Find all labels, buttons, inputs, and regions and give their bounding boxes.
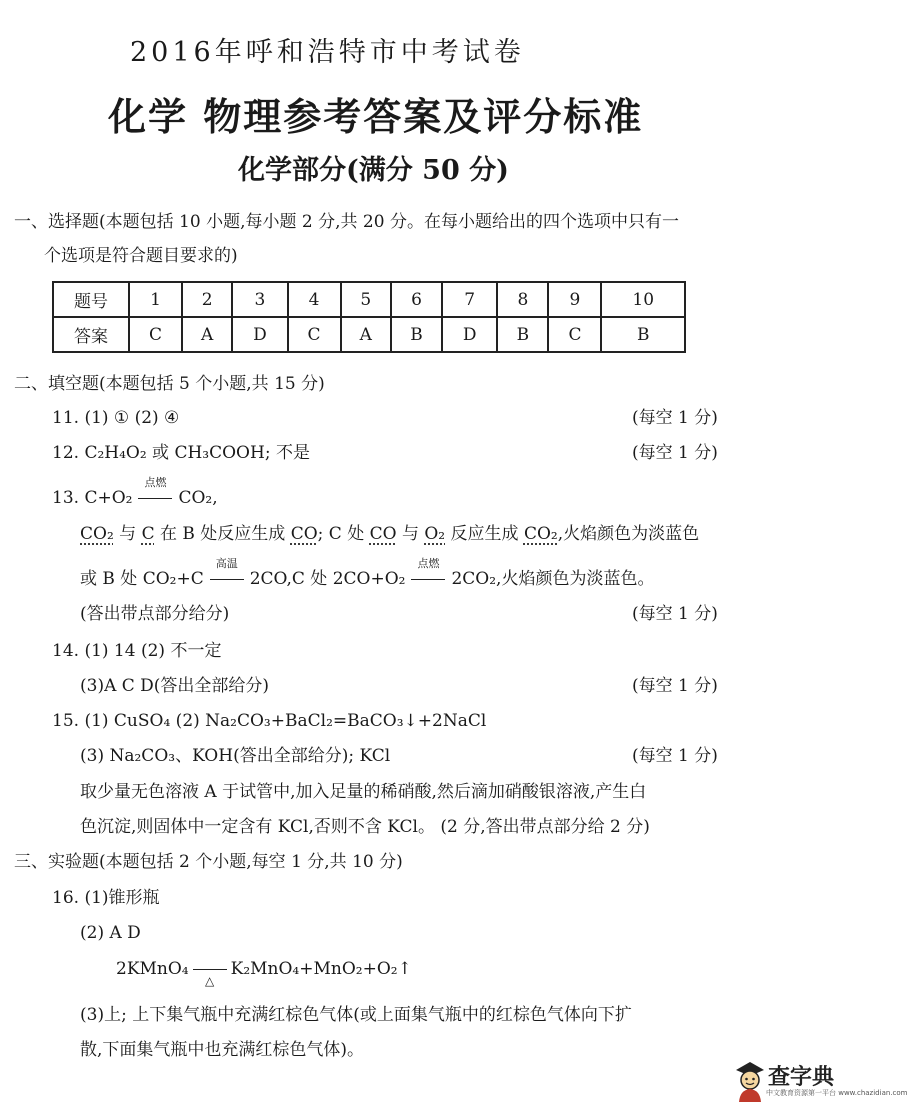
q13-reactants: 13. C+O₂ xyxy=(52,488,133,508)
question-number: 10 xyxy=(601,282,685,317)
dotted-term: CO₂ xyxy=(80,524,114,544)
q15-conclusion: 色沉淀,则固体中一定含有 KCl,否则不含 KCl。 (2 分,答出带点部分给 2 分) xyxy=(80,817,650,837)
site-watermark xyxy=(732,1058,907,1106)
row-label-answer: 答案 xyxy=(53,317,129,352)
answer-cell: A xyxy=(341,317,391,352)
question-number: 1 xyxy=(129,282,182,317)
answer-cell: D xyxy=(232,317,287,352)
q16-answer-2: (2) A D xyxy=(80,923,141,943)
q15-score: (每空 1 分) xyxy=(632,746,718,766)
reaction-condition: 点燃 xyxy=(417,557,440,570)
reaction-arrow xyxy=(189,958,231,988)
exam-title: 2016年呼和浩特市中考试卷 xyxy=(130,37,525,68)
document-subtitle: 化学 物理参考答案及评分标准 xyxy=(108,94,644,139)
watermark-subtitle: 中文教育资源第一平台 www.chazidian.com xyxy=(766,1089,907,1097)
q14-answer: 14. (1) 14 (2) 不一定 xyxy=(52,641,222,661)
question-number: 8 xyxy=(497,282,548,317)
question-number: 5 xyxy=(341,282,391,317)
mascot-icon xyxy=(732,1058,768,1104)
q13-note: (答出带点部分给分) xyxy=(80,604,230,624)
reaction-arrow xyxy=(132,476,178,509)
heating-symbol: △ xyxy=(205,974,215,988)
answer-cell: C xyxy=(288,317,341,352)
answer-cell: C xyxy=(129,317,182,352)
question-number: 7 xyxy=(442,282,497,317)
q13-score: (每空 1 分) xyxy=(632,604,718,624)
q16-answer-3-cont: 散,下面集气瓶中也充满红棕色气体)。 xyxy=(80,1040,365,1060)
answer-cell: B xyxy=(391,317,442,352)
q13-alternative: 或 B 处 CO₂+C 高温 2CO,C 处 2CO+O₂ 点燃 2CO₂,火焰颜色为淡蓝色。 xyxy=(80,568,654,590)
q14-score: (每空 1 分) xyxy=(632,676,718,696)
q15-method: 取少量无色溶液 A 于试管中,加入足量的稀硝酸,然后滴加硝酸银溶液,产生白 xyxy=(80,782,647,802)
part2-heading: 二、填空题(本题包括 5 个小题,共 15 分) xyxy=(14,374,325,394)
question-number-row xyxy=(53,282,685,317)
answer-cell: C xyxy=(548,317,601,352)
answer-cell: A xyxy=(182,317,232,352)
q14-answer-3: (3)A C D(答出全部给分) xyxy=(80,676,270,696)
question-number: 4 xyxy=(288,282,341,317)
reaction-condition: 点燃 xyxy=(144,476,167,489)
answer-table xyxy=(52,281,686,353)
q13-explanation: CO₂ 与 C 在 B 处反应生成 CO; C 处 CO 与 O₂ 反应生成 CO₂,火焰颜色为淡蓝色 xyxy=(80,524,700,544)
answer-cell: D xyxy=(442,317,497,352)
dotted-term: CO xyxy=(369,524,397,544)
q12-score: (每空 1 分) xyxy=(632,443,718,463)
watermark-name: 查字典 xyxy=(768,1065,835,1090)
question-number: 6 xyxy=(391,282,442,317)
q11-score: (每空 1 分) xyxy=(632,408,718,428)
dotted-term: C xyxy=(141,524,155,544)
part3-heading: 三、实验题(本题包括 2 个小题,每空 1 分,共 10 分) xyxy=(14,852,403,872)
q12-answer: 12. C₂H₄O₂ 或 CH₃COOH; 不是 xyxy=(52,443,310,463)
q13-product: CO₂, xyxy=(178,488,218,508)
q16-answer-3: (3)上; 上下集气瓶中充满红棕色气体(或上面集气瓶中的红棕色气体向下扩 xyxy=(80,1005,632,1025)
dotted-term: CO₂ xyxy=(523,524,558,544)
question-number: 9 xyxy=(548,282,601,317)
row-label-question: 题号 xyxy=(53,282,129,317)
q11-answer: 11. (1) ① (2) ④ xyxy=(52,408,180,428)
q15-answer-3: (3) Na₂CO₃、KOH(答出全部给分); KCl xyxy=(80,746,391,766)
section-title: 化学部分(满分 50 分) xyxy=(238,155,509,186)
q16-answer-1: 16. (1)锥形瓶 xyxy=(52,888,160,908)
answer-cell: B xyxy=(497,317,548,352)
dotted-term: O₂ xyxy=(424,524,446,544)
question-number: 3 xyxy=(232,282,287,317)
reaction-arrow xyxy=(204,557,250,590)
dotted-term: CO xyxy=(290,524,318,544)
q13-equation xyxy=(52,476,218,509)
question-number: 2 xyxy=(182,282,232,317)
reaction-condition: 高温 xyxy=(215,557,238,570)
part1-heading: 一、选择题(本题包括 10 小题,每小题 2 分,共 20 分。在每小题给出的四个选项中只有一 xyxy=(14,212,679,232)
reaction-arrow xyxy=(405,557,451,590)
answer-cell: B xyxy=(601,317,685,352)
q15-answer: 15. (1) CuSO₄ (2) Na₂CO₃+BaCl₂=BaCO₃↓+2NaCl xyxy=(52,711,487,731)
q16-equation: 2KMnO₄ △ K₂MnO₄+MnO₂+O₂↑ xyxy=(116,958,412,980)
answer-row xyxy=(53,317,685,352)
part1-heading-cont: 个选项是符合题目要求的) xyxy=(44,246,238,266)
